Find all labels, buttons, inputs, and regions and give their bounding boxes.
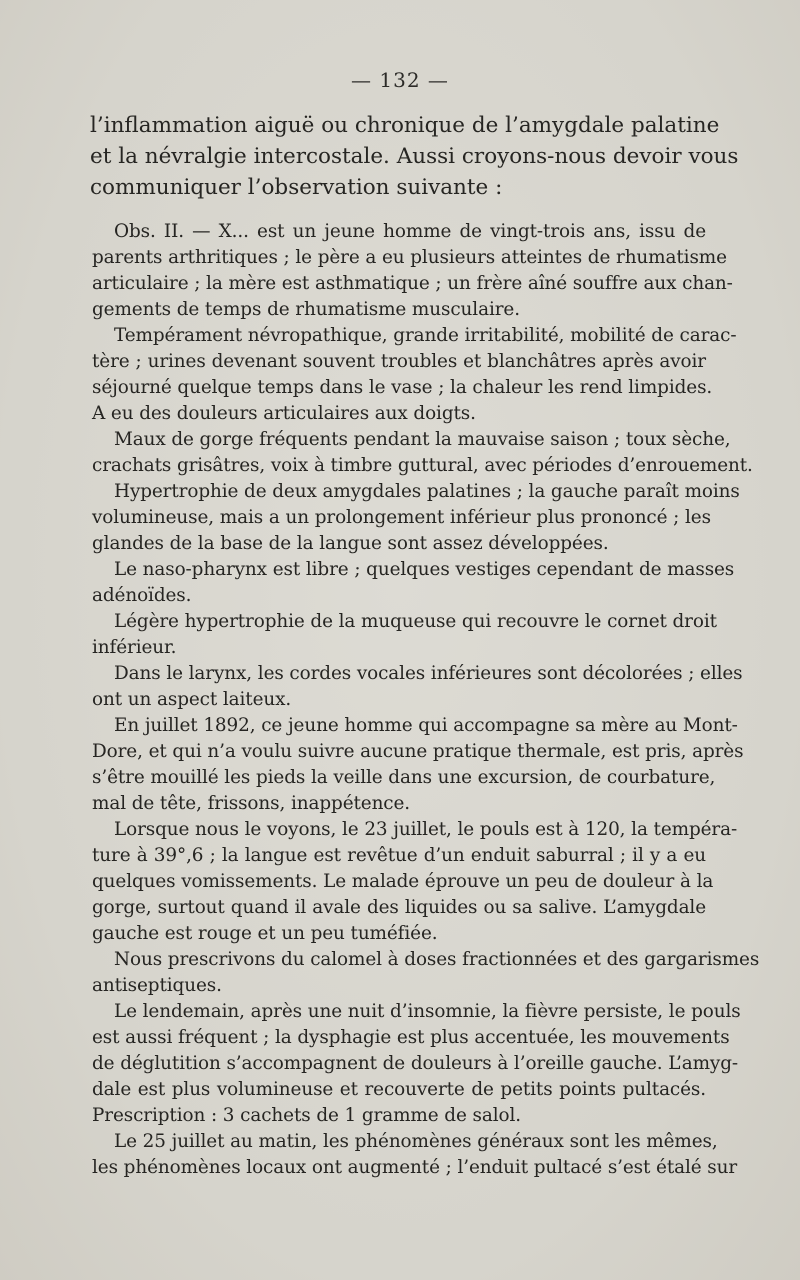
text-line: mal de tête, frissons, inappétence. xyxy=(92,793,411,814)
text-line: s’être mouillé les pieds la veille dans une excursion, de courbature, xyxy=(92,767,716,788)
text-line: dale est plus volumineuse et recouverte de petits points pultacés. xyxy=(92,1079,706,1100)
text-line: Tempérament névropathique, grande irritabilité, mobilité de carac- xyxy=(114,325,737,346)
text-line: Hypertrophie de deux amygdales palatines ; la gauche paraît moins xyxy=(114,481,740,502)
text-line: séjourné quelque temps dans le vase ; la chaleur les rend limpides. xyxy=(92,377,713,398)
observation-paragraph xyxy=(92,947,760,999)
observation-paragraph xyxy=(92,999,741,1129)
observation-paragraph xyxy=(92,219,733,323)
text-line: ont un aspect laiteux. xyxy=(92,689,292,710)
text-line: gauche est rouge et un peu tuméfiée. xyxy=(92,923,438,944)
observation-paragraph xyxy=(92,479,740,557)
text-line: inférieur. xyxy=(92,637,177,658)
observation-paragraph xyxy=(92,1129,738,1181)
text-line: Lorsque nous le voyons, le 23 juillet, le pouls est à 120, la tempéra- xyxy=(114,819,738,840)
text-line: les phénomènes locaux ont augmenté ; l’enduit pultacé s’est étalé sur xyxy=(92,1157,738,1178)
text-line: communiquer l’observation suivante : xyxy=(90,175,503,200)
text-line: glandes de la base de la langue sont assez développées. xyxy=(92,533,609,554)
observation-paragraph xyxy=(92,427,753,479)
text-line: Dore, et qui n’a voulu suivre aucune pratique thermale, est pris, après xyxy=(92,741,744,762)
observation-paragraph xyxy=(92,323,737,427)
text-line: Maux de gorge fréquents pendant la mauvaise saison ; toux sèche, xyxy=(114,429,731,450)
text-line: et la névralgie intercostale. Aussi croyons-nous devoir vous xyxy=(90,144,739,169)
page-number: — 132 — xyxy=(351,68,449,92)
text-line: crachats grisâtres, voix à timbre guttural, avec périodes d’enrouement. xyxy=(92,455,753,476)
observation-block xyxy=(92,219,760,1181)
observation-paragraph xyxy=(92,557,735,609)
text-line: volumineuse, mais a un prolongement inférieur plus prononcé ; les xyxy=(92,507,711,528)
text-line: A eu des douleurs articulaires aux doigts. xyxy=(92,403,476,424)
text-line: Dans le larynx, les cordes vocales inférieures sont décolorées ; elles xyxy=(114,663,743,684)
text-line: gorge, surtout quand il avale des liquides ou sa salive. L’amygdale xyxy=(92,897,706,918)
text-line: gements de temps de rhumatisme musculaire. xyxy=(92,299,520,320)
text-line: Le lendemain, après une nuit d’insomnie, la fièvre persiste, le pouls xyxy=(114,1001,741,1022)
text-line: l’inflammation aiguë ou chronique de l’amygdale palatine xyxy=(90,113,720,138)
text-line: Le naso-pharynx est libre ; quelques vestiges cependant de masses xyxy=(114,559,735,580)
intro-paragraph xyxy=(90,110,739,203)
text-line: Nous prescrivons du calomel à doses fractionnées et des gargarismes xyxy=(114,949,760,970)
text-line: En juillet 1892, ce jeune homme qui accompagne sa mère au Mont- xyxy=(114,715,738,736)
text-line: quelques vomissements. Le malade éprouve un peu de douleur à la xyxy=(92,871,714,892)
text-line: Légère hypertrophie de la muqueuse qui recouvre le cornet droit xyxy=(114,611,717,632)
text-line: antiseptiques. xyxy=(92,975,222,996)
observation-paragraph xyxy=(92,661,743,713)
observation-paragraph xyxy=(92,609,717,661)
text-line: articulaire ; la mère est asthmatique ; un frère aîné souffre aux chan- xyxy=(92,273,733,294)
text-line: ture à 39°,6 ; la langue est revêtue d’un enduit saburral ; il y a eu xyxy=(92,845,706,866)
text-line: de déglutition s’accompagnent de douleurs à l’oreille gauche. L’amyg- xyxy=(92,1053,739,1074)
observation-heading-line: Obs. II. — X... est un jeune homme de vingt-trois ans, issu de xyxy=(114,221,706,242)
text-line: est aussi fréquent ; la dysphagie est plus accentuée, les mouvements xyxy=(92,1027,730,1048)
text-line: tère ; urines devenant souvent troubles et blanchâtres après avoir xyxy=(92,351,706,372)
observation-paragraph xyxy=(92,713,744,817)
text-line: parents arthritiques ; le père a eu plusieurs atteintes de rhumatisme xyxy=(92,247,727,268)
text-line: Le 25 juillet au matin, les phénomènes généraux sont les mêmes, xyxy=(114,1131,718,1152)
observation-paragraph xyxy=(92,817,738,947)
text-line: Prescription : 3 cachets de 1 gramme de salol. xyxy=(92,1105,521,1126)
text-line: adénoïdes. xyxy=(92,585,192,606)
